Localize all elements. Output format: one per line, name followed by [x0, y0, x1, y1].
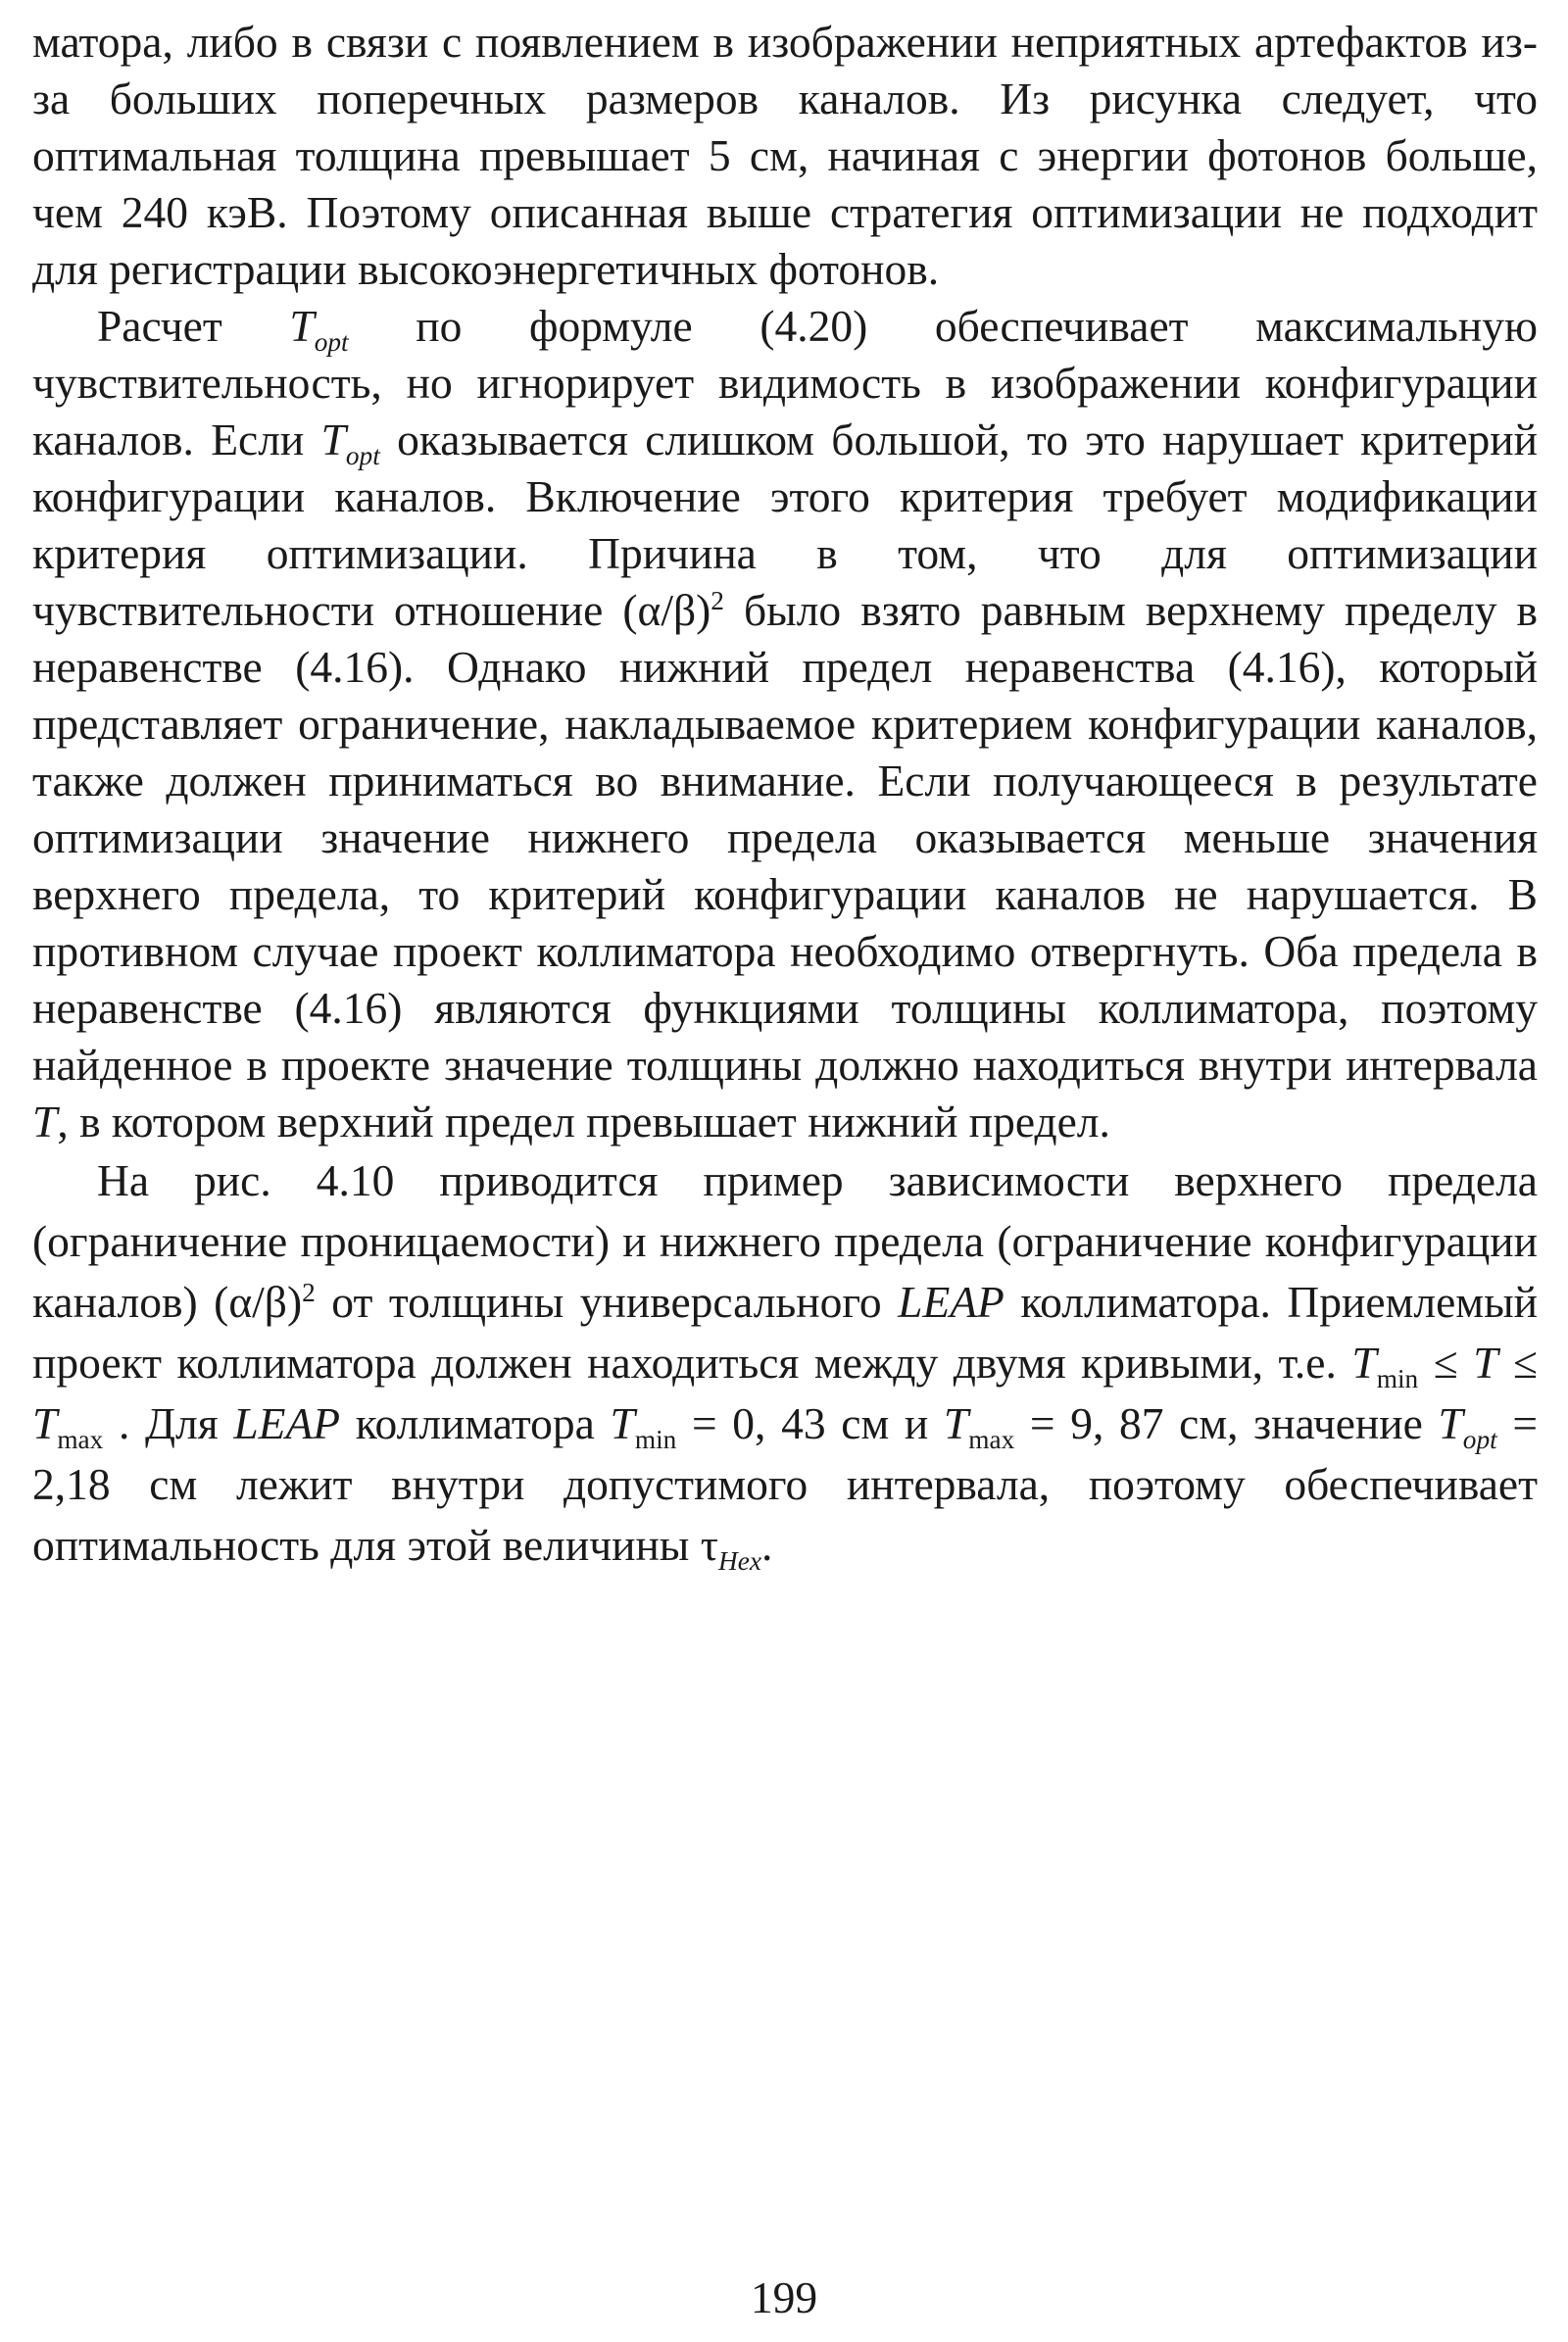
- p3-tmax-symbol-2: T: [943, 1398, 969, 1448]
- p3-leap-2: LEAP: [233, 1398, 341, 1448]
- p3-le-1: ≤: [1418, 1338, 1474, 1388]
- p2-superscript-2: 2: [710, 585, 724, 615]
- p3-max-subscript-2: max: [968, 1425, 1015, 1455]
- p3-opt-subscript: opt: [1462, 1425, 1497, 1455]
- p3-text-i: .: [761, 1520, 773, 1570]
- paragraph-2: [32, 298, 1538, 1150]
- p2-T-opt-symbol-2: T: [320, 415, 346, 464]
- p3-text-b: от толщины универсального: [315, 1277, 899, 1327]
- p3-text-c: коллиматора. Приемлемый проект коллиматора должен находиться между двумя кривыми, т.е.: [32, 1277, 1538, 1388]
- paragraph-3: [32, 1150, 1538, 1576]
- p3-text-d: . Для: [103, 1398, 234, 1448]
- p3-text-a: На рис. 4.10 приводится пример зависимости верхнего предела (ограничение проницаемости) и нижнего предела (ограничение конфигурации каналов) (α/β): [32, 1155, 1538, 1327]
- p2-T-interval-symbol: T: [32, 1097, 58, 1147]
- p2-text-e: , в котором верхний предел превышает нижний предел.: [57, 1097, 1110, 1147]
- p3-text-e: коллиматора: [340, 1398, 611, 1448]
- p2-text-b: по формуле (4.20) обеспечивает максимальную чувствительность, но игнорирует видимость в изображении конфигурации каналов. Если: [32, 301, 1538, 464]
- p3-text-h: = 2,18 см лежит внутри допустимого интервала, поэтому обеспечивает оптимальность для этой величины: [32, 1398, 1539, 1570]
- p2-text-c: оказывается слишком большой, то это нарушает критерий конфигурации каналов. Включение этого критерия требует модификации критерия оптимизации. Причина в том, что для оптимизации чувствительности отношение (α/β): [32, 415, 1538, 635]
- p3-tmax-symbol-1: T: [32, 1398, 58, 1448]
- page-number: 199: [750, 2272, 818, 2322]
- p3-text-g: = 9, 87 см, значение: [1014, 1398, 1439, 1448]
- p3-t-symbol: T: [1473, 1338, 1498, 1388]
- p3-topt-symbol: T: [1438, 1398, 1463, 1448]
- page-body: [32, 14, 1538, 1576]
- paragraph-1-text: матора, либо в связи с появлением в изображении неприятных артефактов из-за больших поперечных размеров каналов. Из рисунка следует, что оптимальная толщина превышает 5 см, начиная с энергии фотонов больше, чем 240 кэВ. Поэтому описанная выше стратегия оптимизации не подходит для регистрации высокоэнергетичных фотонов.: [32, 17, 1538, 294]
- p3-superscript-2: 2: [302, 1277, 316, 1307]
- p3-text-f: = 0, 43 см и: [676, 1398, 944, 1448]
- p2-opt-subscript: opt: [314, 327, 349, 358]
- paragraph-1: [32, 14, 1538, 298]
- p3-tmin-symbol-2: T: [610, 1398, 635, 1448]
- p3-tau-symbol: τ: [700, 1520, 719, 1570]
- p3-leap-1: LEAP: [898, 1277, 1004, 1327]
- p3-le-2: ≤: [1497, 1338, 1539, 1388]
- p2-T-opt-symbol: T: [289, 301, 315, 351]
- p3-min-subscript-1: min: [1376, 1364, 1419, 1394]
- p3-tmin-symbol-1: T: [1351, 1338, 1377, 1388]
- p2-text-d: было взято равным верхнему пределу в неравенстве (4.16). Однако нижний предел неравенства (4.16), который представляет ограничение, накладываемое критерием конфигурации каналов, также должен приниматься во внимание. Если получающееся в результате оптимизации значение нижнего предела оказывается меньше значения верхнего предела, то критерий конфигурации каналов не нарушается. В противном случае проект коллиматора необходимо отвергнуть. Оба предела в неравенстве (4.16) являются функциями толщины коллиматора, поэтому найденное в проекте значение толщины должно находиться внутри интервала: [32, 585, 1539, 1090]
- p3-min-subscript-2: min: [634, 1425, 677, 1455]
- p2-opt-subscript-2: opt: [345, 441, 380, 471]
- p3-max-subscript-1: max: [57, 1425, 104, 1455]
- p3-hex-subscript: Hex: [718, 1546, 761, 1577]
- p2-text-a: Расчет: [97, 301, 290, 351]
